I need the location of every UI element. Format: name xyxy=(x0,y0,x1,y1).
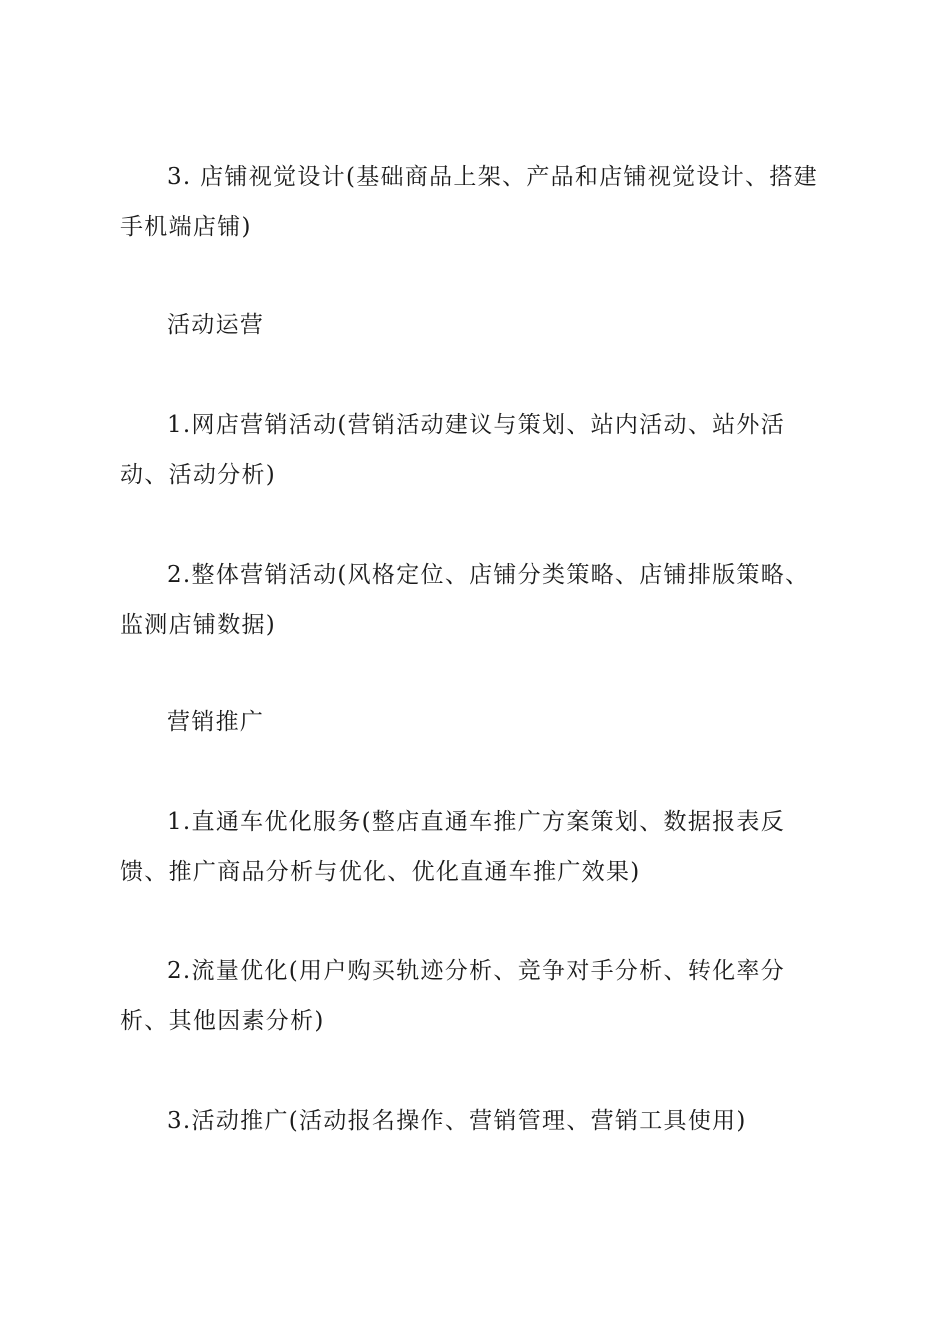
paragraph-overall-marketing: 2.整体营销活动(风格定位、店铺分类策略、店铺排版策略、监测店铺数据) xyxy=(120,562,810,638)
paragraph-visual-design: 3. 店铺视觉设计(基础商品上架、产品和店铺视觉设计、搭建手机端店铺) xyxy=(120,164,818,240)
paragraph-traffic-optimization: 2.流量优化(用户购买轨迹分析、竞争对手分析、转化率分析、其他因素分析) xyxy=(120,958,786,1034)
section-heading-marketing-promotion: 营销推广 xyxy=(167,709,265,735)
paragraph-activity-promotion: 3.活动推广(活动报名操作、营销管理、营销工具使用) xyxy=(167,1108,747,1134)
paragraph-through-train-optimization: 1.直通车优化服务(整店直通车推广方案策划、数据报表反馈、推广商品分析与优化、优化直通车推广效果) xyxy=(120,809,786,885)
section-heading-activity-operation: 活动运营 xyxy=(167,312,265,338)
paragraph-online-store-marketing: 1.网店营销活动(营销活动建议与策划、站内活动、站外活动、活动分析) xyxy=(120,412,786,488)
